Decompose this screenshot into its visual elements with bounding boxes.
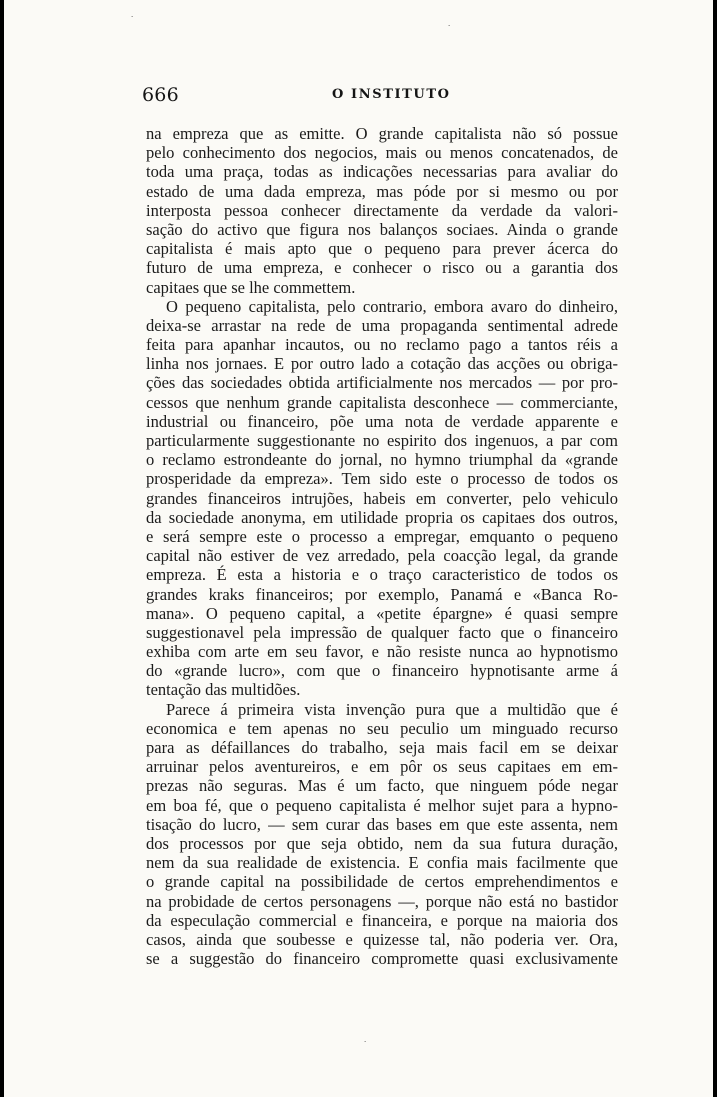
text-line: dos processos por que seja obtido, nem da sua futura duração, (146, 833, 618, 853)
text-line: particularmente suggestionante no espirito dos ingenuos, a par com (146, 431, 618, 450)
text-line: capitaes que se lhe commettem. (146, 277, 356, 297)
text-line: prezas não seguras. Mas é um facto, que ninguem póde negar (146, 776, 618, 796)
text-line: ções das sociedades obtida artificialmente nos mercados — por pro- (146, 373, 618, 393)
text-line: toda uma praça, todas as indicações necessarias para avaliar do (146, 162, 618, 182)
body-text (146, 124, 618, 968)
text-line: sação do activo que figura nos balanços sociaes. Ainda o grande (146, 219, 618, 239)
text-line: grandes kraks financeiros; por exemplo, Panamá e «Banca Ro- (146, 584, 618, 604)
text-line: do «grande lucro», com que o financeiro hypnotisante arme á (146, 661, 618, 681)
text-line: estado de uma dada empreza, mas póde por si mesmo ou por (146, 181, 618, 201)
text-line: capital não estiver de vez arredado, pela coacção legal, da grande (146, 546, 618, 566)
text-line: mana». O pequeno capital, a «petite épargne» é quasi sempre (146, 603, 618, 623)
text-line: o reclamo estrondeante do jornal, no hymno triumphal da «grande (146, 450, 618, 470)
text-line: e será sempre este o processo a empregar, emquanto o pequeno (146, 526, 618, 546)
text-line: da especulação commercial e financeira, e porque na maioria dos (146, 910, 618, 930)
text-line: grandes financeiros intrujões, habeis em converter, pelo vehiculo (146, 488, 618, 508)
text-line: economica e tem apenas no seu peculio um minguado recurso (146, 718, 618, 738)
print-speck: · (364, 1038, 367, 1046)
text-line: Parece á primeira vista invenção pura que a multidão que é (166, 699, 618, 719)
running-header (142, 84, 618, 108)
text-line: tentação das multidões. (146, 680, 301, 700)
text-line: casos, ainda que soubesse e quizesse tal, não poderia ver. Ora, (146, 929, 618, 949)
text-line: industrial ou financeiro, põe uma nota de verdade apparente e (146, 411, 618, 431)
text-line: deixa-se arrastar na rede de uma propaganda sentimental adrede (146, 315, 618, 335)
print-speck: · (448, 22, 451, 30)
text-line: em boa fé, que o pequeno capitalista é melhor sujet para a hypno- (146, 795, 618, 815)
text-line: nem da sua realidade de existencia. E confia mais facilmente que (146, 853, 618, 873)
text-line: linha nos jornaes. E por outro lado a cotação das acções ou obriga- (146, 354, 618, 374)
print-speck: · (131, 13, 134, 21)
text-line: na probidade de certos personagens —, porque não está no bastidor (146, 891, 618, 911)
text-line: prosperidade da empreza». Tem sido este o processo de todos os (146, 469, 618, 489)
text-line: interposta pessoa conhecer directamente da verdade da valori- (146, 200, 618, 220)
text-line: o grande capital na possibilidade de certos emprehendimentos e (146, 872, 618, 892)
text-line: se a suggestão do financeiro compromette quasi exclusivamente (146, 949, 618, 969)
text-line: exhiba com arte em seu favor, e não resiste nunca ao hypnotismo (146, 642, 618, 662)
text-line: empreza. É esta a historia e o traço caracteristico de todos os (146, 565, 618, 585)
running-title: O INSTITUTO (332, 87, 451, 102)
text-line: na empreza que as emitte. O grande capitalista não só possue (146, 124, 618, 143)
text-line: da sociedade anonyma, em utilidade propria os capitaes dos outros, (146, 507, 618, 527)
text-line: O pequeno capitalista, pelo contrario, embora avaro do dinheiro, (166, 296, 618, 316)
book-page (4, 0, 713, 1097)
text-line: tisação do lucro, — sem curar das bases em que este assenta, nem (146, 814, 618, 834)
text-line: futuro de uma empreza, e conhecer o risco ou a garantia dos (146, 258, 618, 278)
text-line: cessos que nenhum grande capitalista desconhece — commerciante, (146, 392, 618, 412)
text-line: capitalista é mais apto que o pequeno para prever ácerca do (146, 239, 618, 259)
text-line: suggestionavel pela impressão de qualquer facto que o financeiro (146, 622, 618, 642)
text-line: para as défaillances do trabalho, seja mais facil em se deixar (146, 738, 618, 757)
page-number: 666 (142, 84, 179, 106)
text-line: pelo conhecimento dos negocios, mais ou menos concatenados, de (146, 143, 618, 163)
text-line: arruinar pelos aventureiros, e em pôr os seus capitaes em em- (146, 757, 618, 777)
text-line: feita para apanhar incautos, ou no reclamo pago a tantos réis a (146, 335, 618, 355)
